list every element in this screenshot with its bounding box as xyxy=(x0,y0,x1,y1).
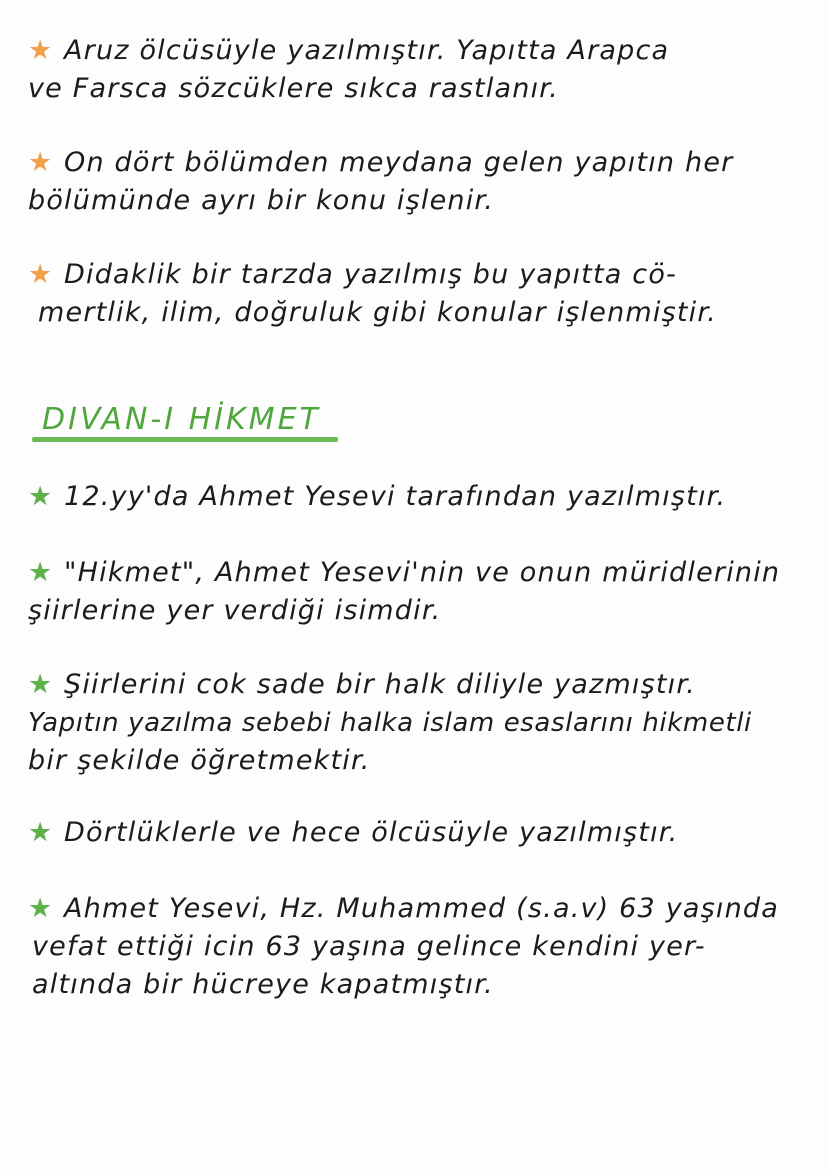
note-text: Şiirlerini cok sade bir halk diliyle yazmıştır. xyxy=(64,669,696,700)
note-didactic xyxy=(28,256,808,332)
star-icon: ★ xyxy=(28,481,54,512)
note-text: Didaklik bir tarzda yazılmış bu yapıtta cö- xyxy=(64,259,677,290)
note-author xyxy=(28,478,808,516)
note-text: Dörtlüklerle ve hece ölcüsüyle yazılmıştır. xyxy=(64,817,679,848)
note-line xyxy=(28,294,808,332)
heading-underline xyxy=(32,437,338,442)
note-text: 12.yy'da Ahmet Yesevi tarafından yazılmıştır. xyxy=(64,481,727,512)
section-heading: DIVAN-I HİKMET xyxy=(42,402,321,437)
note-line xyxy=(28,890,808,928)
note-text: ve Farsca sözcüklere sıkca rastlanır. xyxy=(28,73,559,104)
note-language xyxy=(28,666,808,780)
note-line xyxy=(28,144,808,182)
star-icon: ★ xyxy=(28,817,54,848)
star-icon: ★ xyxy=(28,35,54,66)
note-meter xyxy=(28,814,808,852)
note-sections xyxy=(28,144,808,220)
note-text: Ahmet Yesevi, Hz. Muhammed (s.a.v) 63 yaşında xyxy=(64,893,779,924)
note-line xyxy=(28,814,808,852)
note-aruz xyxy=(28,32,808,108)
note-cell xyxy=(28,890,808,1004)
note-text: "Hikmet", Ahmet Yesevi'nin ve onun müridlerinin xyxy=(64,557,781,588)
note-text: şiirlerine yer verdiği isimdir. xyxy=(28,595,442,626)
star-icon: ★ xyxy=(28,669,54,700)
note-line xyxy=(28,592,808,630)
note-line xyxy=(28,256,808,294)
note-line xyxy=(28,182,808,220)
note-line xyxy=(28,704,808,742)
star-icon: ★ xyxy=(28,557,54,588)
note-text: On dört bölümden meydana gelen yapıtın her xyxy=(64,147,734,178)
note-text: bir şekilde öğretmektir. xyxy=(28,745,371,776)
note-text: altında bir hücreye kapatmıştır. xyxy=(32,969,494,1000)
note-line xyxy=(28,742,808,780)
note-text: vefat ettiği icin 63 yaşına gelince kendini yer- xyxy=(32,931,706,962)
note-text: bölümünde ayrı bir konu işlenir. xyxy=(28,185,495,216)
note-line xyxy=(28,70,808,108)
star-icon: ★ xyxy=(28,259,54,290)
note-line xyxy=(28,478,808,516)
note-line xyxy=(28,554,808,592)
note-text: mertlik, ilim, doğruluk gibi konular işlenmiştir. xyxy=(38,297,717,328)
star-icon: ★ xyxy=(28,893,54,924)
note-line xyxy=(28,32,808,70)
note-text: Yapıtın yazılma sebebi halka islam esaslarını hikmetli xyxy=(28,708,752,738)
note-line xyxy=(28,928,808,966)
note-line xyxy=(28,666,808,704)
note-text: Aruz ölcüsüyle yazılmıştır. Yapıtta Arapca xyxy=(64,35,670,66)
note-hikmet-name xyxy=(28,554,808,630)
star-icon: ★ xyxy=(28,147,54,178)
note-line xyxy=(28,966,808,1004)
